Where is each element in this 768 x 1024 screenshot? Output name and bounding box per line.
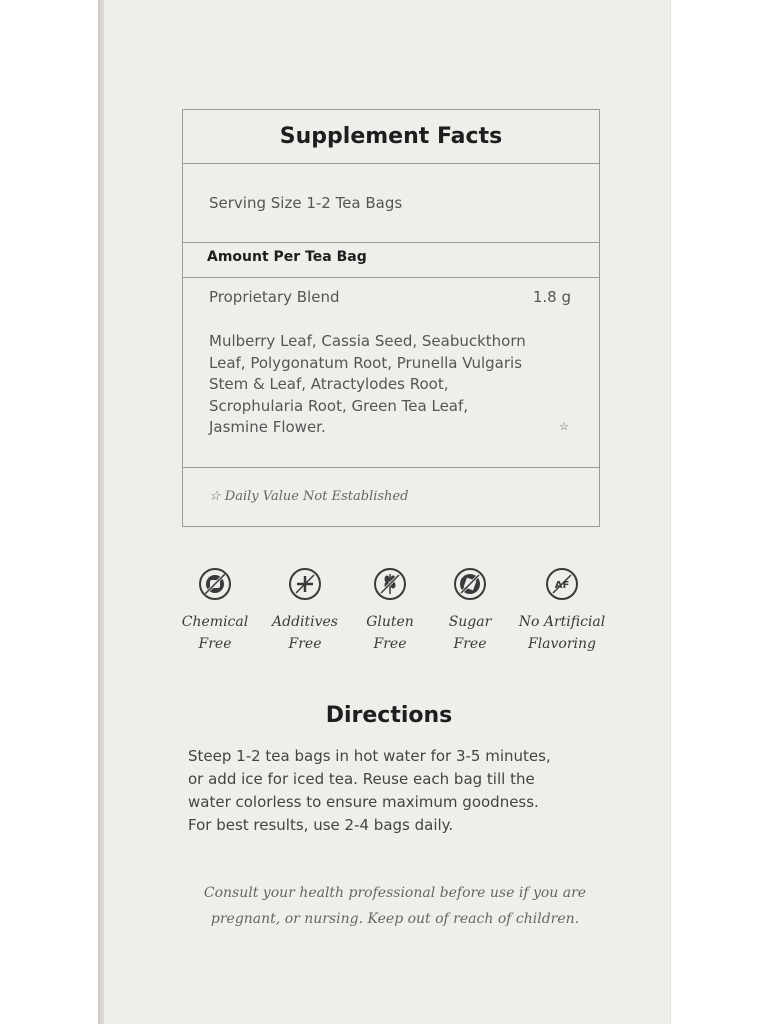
warning-line: pregnant, or nursing. Keep out of reach of children. bbox=[210, 911, 580, 927]
directions-line: For best results, use 2-4 bags daily. bbox=[188, 816, 454, 834]
badge-label: Sugar Free bbox=[448, 614, 492, 652]
badge-label: No Artificial Flavoring bbox=[518, 614, 606, 652]
divider bbox=[183, 242, 599, 243]
daily-value-note: ☆ Daily Value Not Established bbox=[209, 489, 409, 504]
ingredient-line: Jasmine Flower. bbox=[209, 418, 326, 436]
no-artificial-flavoring-icon bbox=[545, 567, 579, 601]
serving-size: Serving Size 1-2 Tea Bags bbox=[209, 194, 403, 212]
star-footnote-mark: ☆ bbox=[559, 420, 569, 433]
badge-label: Gluten Free bbox=[366, 614, 414, 652]
additives-free-icon bbox=[288, 567, 322, 601]
health-warning bbox=[180, 880, 610, 932]
ingredient-list bbox=[209, 331, 559, 439]
divider bbox=[183, 467, 599, 468]
badge-no-artificial-flavoring bbox=[507, 563, 617, 655]
divider bbox=[183, 277, 599, 278]
directions-line: Steep 1-2 tea bags in hot water for 3-5 minutes, bbox=[188, 747, 551, 765]
directions-title: Directions bbox=[325, 703, 453, 728]
directions-line: or add ice for iced tea. Reuse each bag till the bbox=[188, 770, 535, 788]
svg-text:AF: AF bbox=[554, 580, 570, 591]
badge-label: Chemical Free bbox=[181, 614, 249, 652]
proprietary-blend-name: Proprietary Blend bbox=[209, 288, 340, 306]
directions-text bbox=[188, 745, 608, 837]
gluten-free-icon bbox=[373, 567, 407, 601]
ingredient-line: Leaf, Polygonatum Root, Prunella Vulgaris bbox=[209, 353, 523, 372]
ingredient-line: Stem & Leaf, Atractylodes Root, bbox=[209, 375, 449, 393]
ingredient-line: Mulberry Leaf, Cassia Seed, Seabuckthorn bbox=[209, 332, 526, 350]
sugar-free-icon bbox=[453, 567, 487, 601]
badge-chemical-free bbox=[165, 563, 265, 655]
badge-sugar-free bbox=[420, 563, 520, 655]
warning-line: Consult your health professional before use if you are bbox=[203, 885, 587, 901]
badge-label: Additives Free bbox=[272, 614, 338, 652]
supplement-facts-title: Supplement Facts bbox=[279, 124, 503, 149]
ingredient-line: Scrophularia Root, Green Tea Leaf, bbox=[209, 396, 469, 415]
directions-line: water colorless to ensure maximum goodness. bbox=[188, 793, 539, 811]
free-from-badges bbox=[175, 563, 615, 663]
divider bbox=[183, 163, 599, 164]
supplement-facts-panel bbox=[182, 109, 600, 527]
proprietary-blend-amount: 1.8 g bbox=[532, 288, 571, 306]
chemical-free-icon bbox=[198, 567, 232, 601]
amount-per-serving-header: Amount Per Tea Bag bbox=[207, 249, 367, 265]
